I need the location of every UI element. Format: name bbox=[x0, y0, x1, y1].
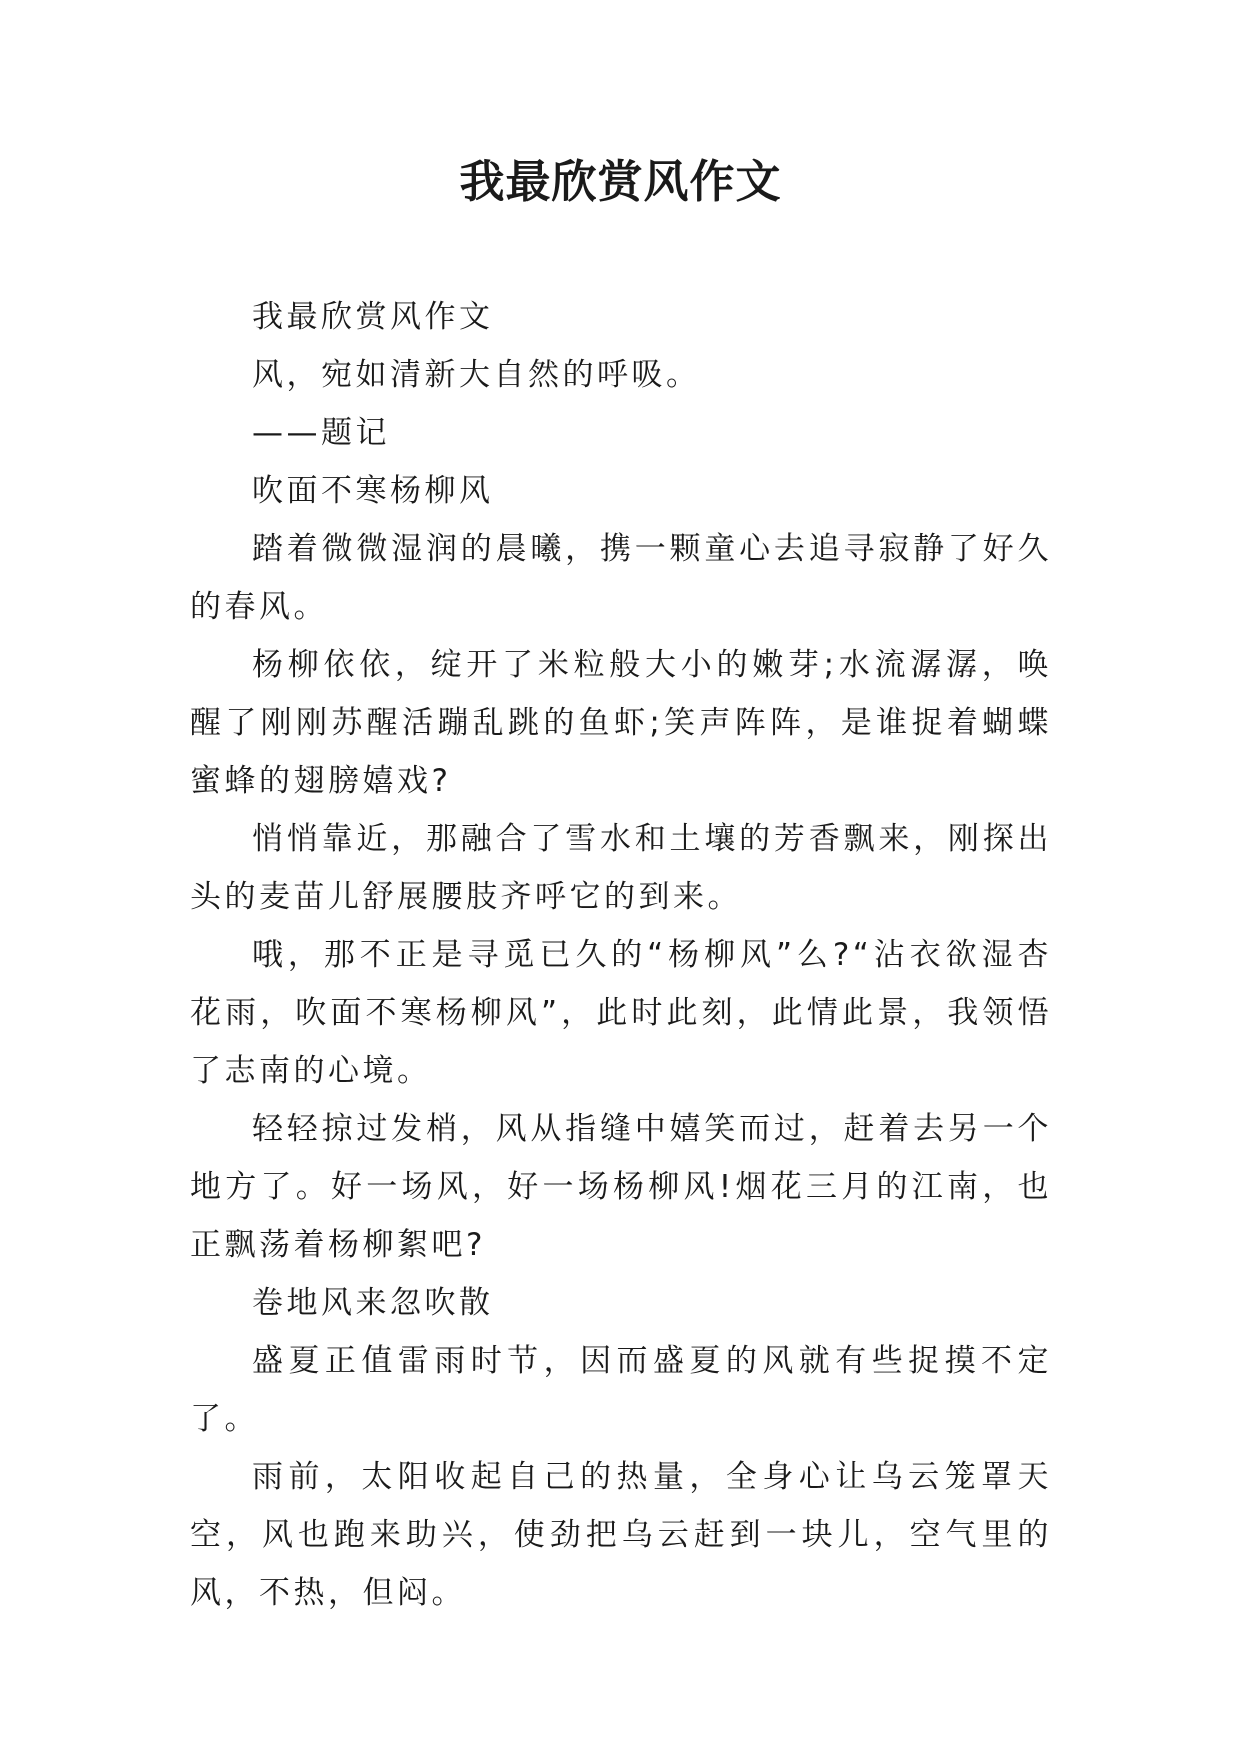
paragraph-epigraph-attribution: ——题记 bbox=[252, 415, 390, 451]
section-heading-spring: 吹面不寒杨柳风 bbox=[252, 473, 494, 509]
paragraph-subtitle: 我最欣赏风作文 bbox=[252, 299, 494, 335]
paragraph: 盛夏正值雷雨时节，因而盛夏的风就有些捉摸不定了。 bbox=[190, 1343, 1052, 1437]
paragraph-epigraph: 风，宛如清新大自然的呼吸。 bbox=[252, 357, 701, 393]
paragraph: 雨前，太阳收起自己的热量，全身心让乌云笼罩天空，风也跑来助兴，使劲把乌云赶到一块儿，空气里的风，不热，但闷。 bbox=[190, 1459, 1052, 1611]
paragraph: 杨柳依依，绽开了米粒般大小的嫩芽;水流潺潺，唤醒了刚刚苏醒活蹦乱跳的鱼虾;笑声阵阵，是谁捉着蝴蝶蜜蜂的翅膀嬉戏? bbox=[190, 647, 1052, 799]
section-heading-summer: 卷地风来忽吹散 bbox=[252, 1285, 494, 1321]
paragraph: 轻轻掠过发梢，风从指缝中嬉笑而过，赶着去另一个地方了。好一场风，好一场杨柳风!烟花三月的江南，也正飘荡着杨柳絮吧? bbox=[190, 1111, 1052, 1263]
paragraph: 踏着微微湿润的晨曦，携一颗童心去追寻寂静了好久的春风。 bbox=[190, 531, 1052, 625]
document-title: 我最欣赏风作文 bbox=[459, 155, 782, 208]
document-body bbox=[190, 288, 1052, 1622]
paragraph: 悄悄靠近，那融合了雪水和土壤的芳香飘来，刚探出头的麦苗儿舒展腰肢齐呼它的到来。 bbox=[190, 821, 1052, 915]
paragraph: 哦，那不正是寻觅已久的“杨柳风”么?“沾衣欲湿杏花雨，吹面不寒杨柳风”，此时此刻，此情此景，我领悟了志南的心境。 bbox=[190, 937, 1052, 1089]
